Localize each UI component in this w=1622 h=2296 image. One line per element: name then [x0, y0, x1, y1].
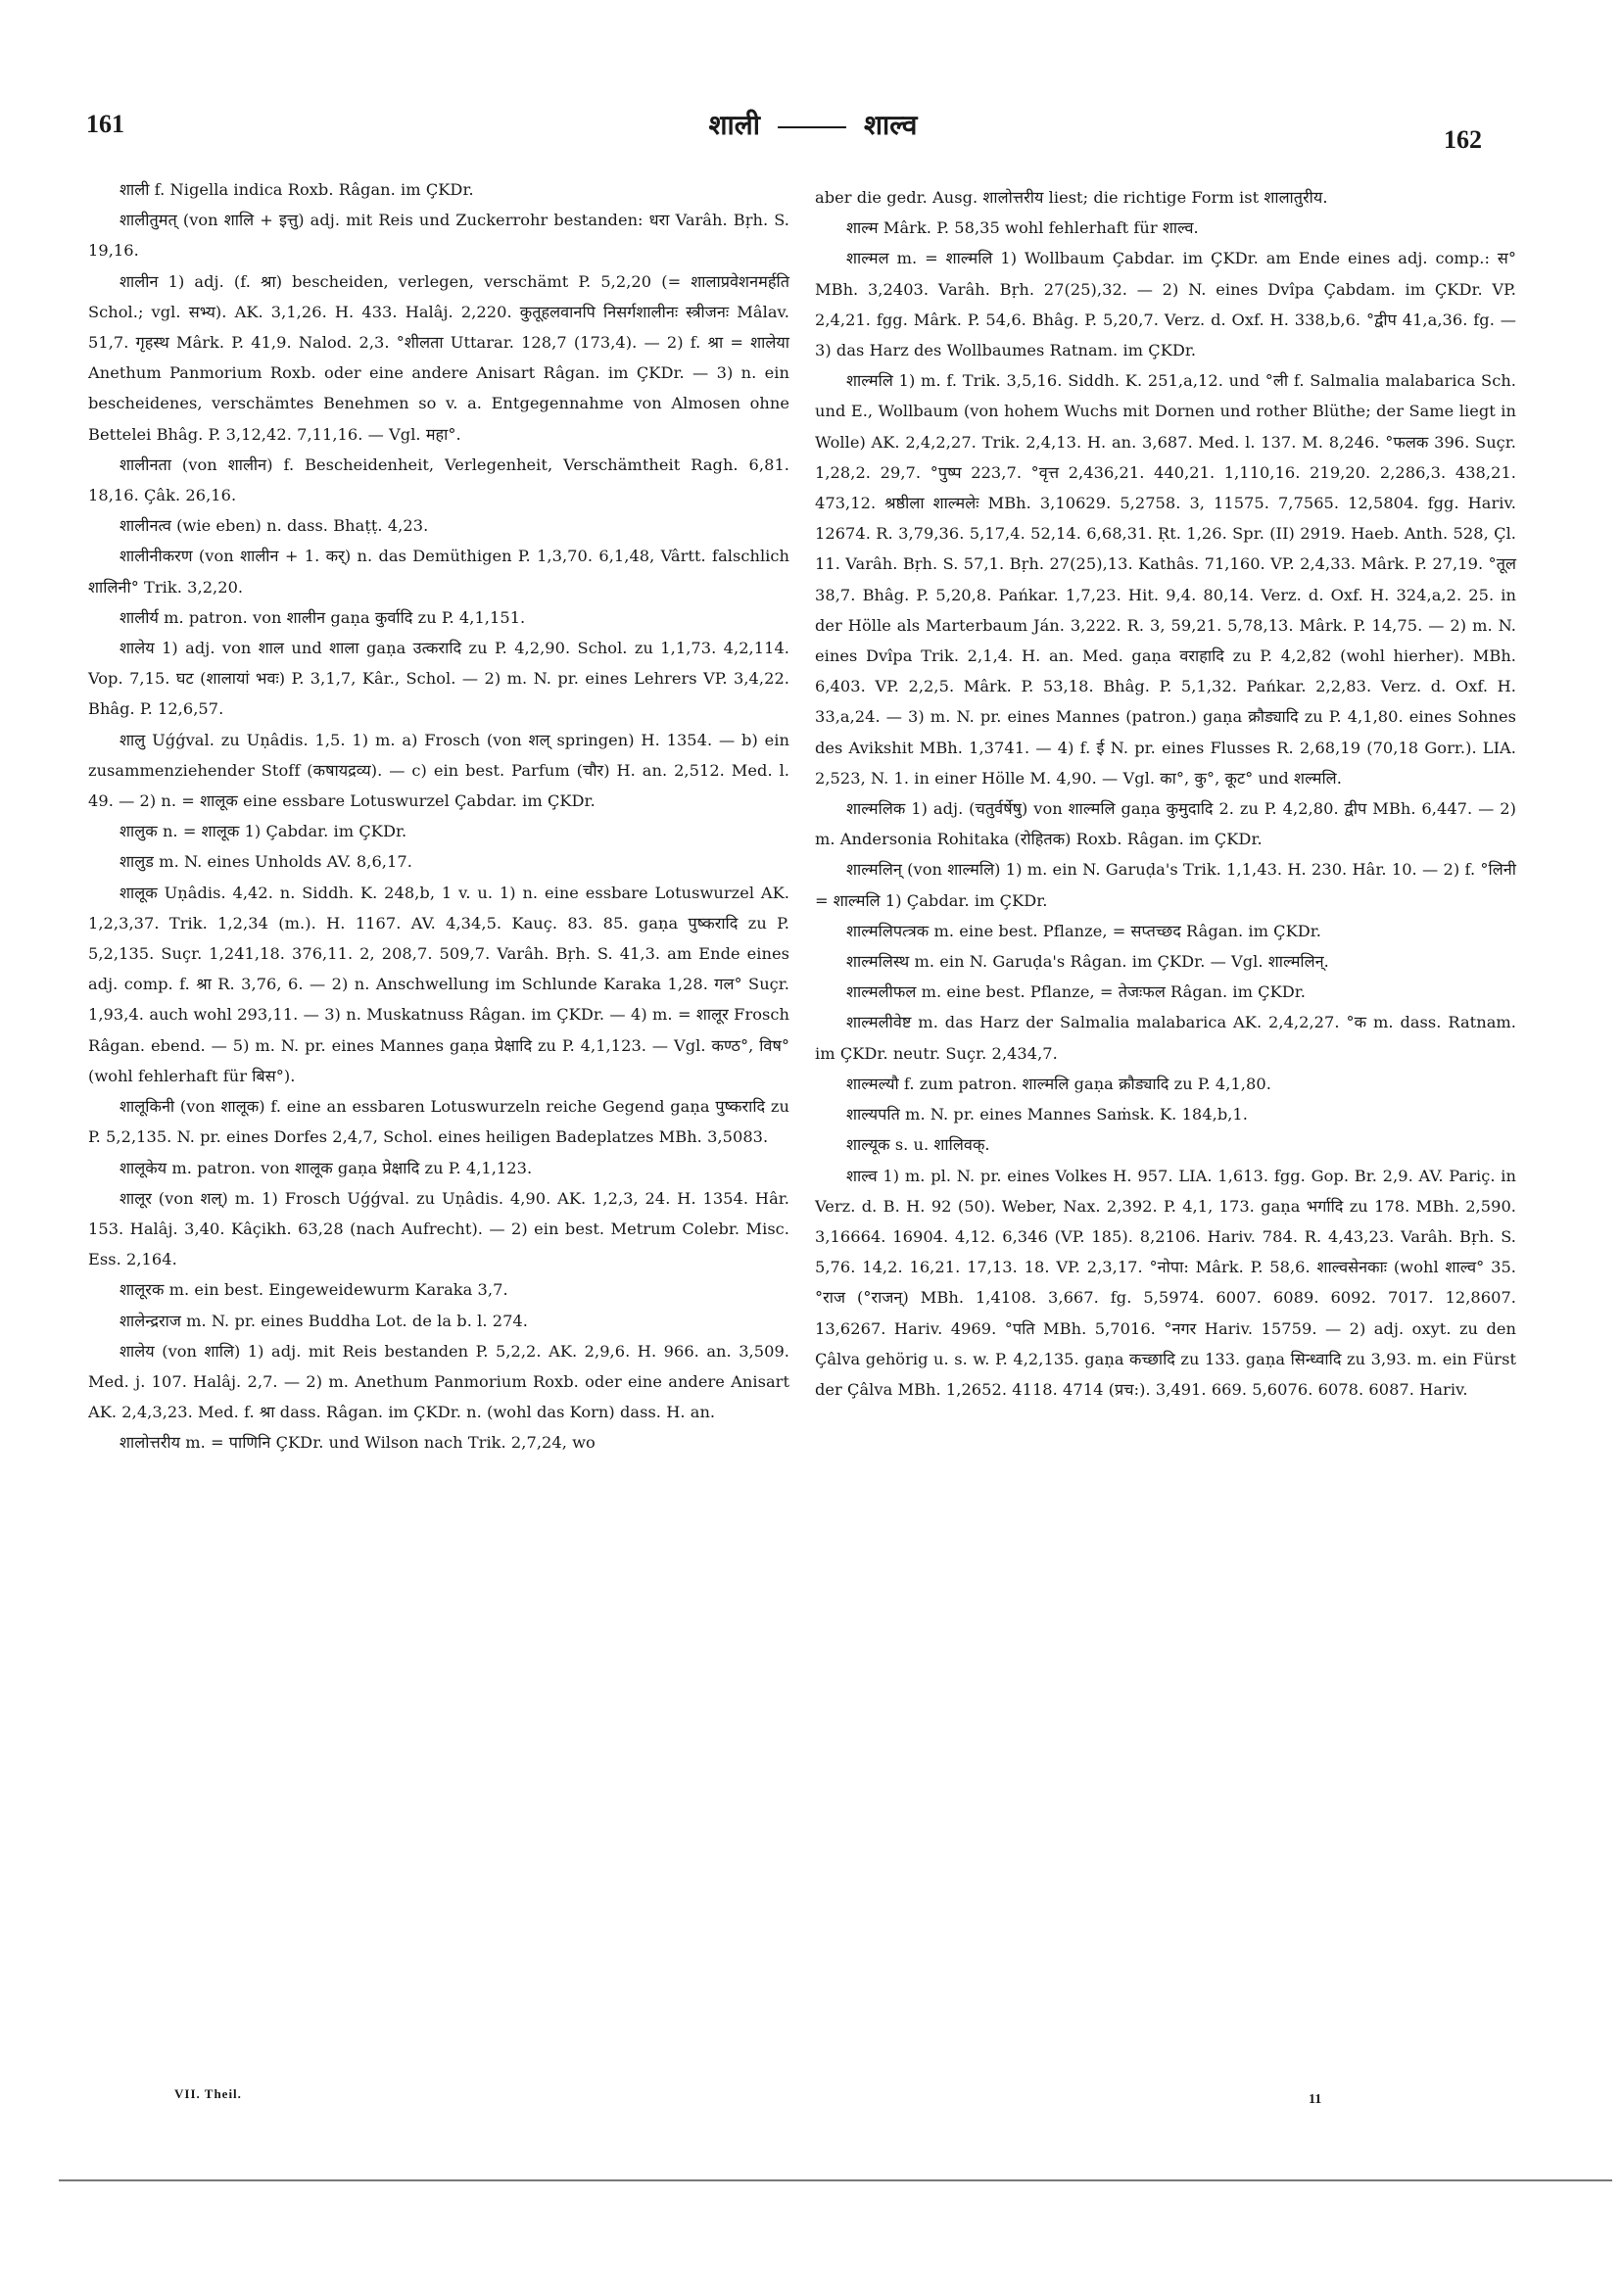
dictionary-entry: शालूक Uṇâdis. 4,42. n. Siddh. K. 248,b, 1 v. u. 1) n. eine essbare Lotuswurzel AK. 1,2,3,37. Trik. 1,2,34 (m.). H. 1167. AV. 4,34,5. Kauç. 83. 85. gaṇa पुष्करादि zu P. 5,2,135. Suçr. 1,241,18. 376,11. 2, 208,7. 509,7. Varâh. Bṛh. S. 41,3. am Ende eines adj. comp. f. श्रा R. 3,76, 6. — 2) n. Anschwellung im Schlunde Karaka 1,28. गल° Suçr. 1,93,4. auch wohl 293,11. — 3) n. Muskatnuss Râgan. im ÇKDr. — 4) m. = शालूर Frosch Râgan. ebend. — 5) m. N. pr. eines Mannes gaṇa प्रेक्षादि zu P. 4,1,123. — Vgl. कण्ठ°, विष° (wohl fehlerhaft für बिस°). — [88, 883, 789, 1085]
dictionary-entry: शालूरक m. ein best. Eingeweidewurm Karaka 3,7. — [119, 1280, 508, 1300]
dictionary-entry: शालीनत्व (wie eben) n. dass. Bhaṭṭ. 4,23. — [119, 516, 429, 536]
scan-bottom-rule — [59, 2179, 1612, 2181]
page-number-right: 162 — [1444, 125, 1482, 154]
dictionary-entry: शाल्व 1) m. pl. N. pr. eines Volkes H. 957. LIA. 1,613. fgg. Gop. Br. 2,9. AV. Pariç. in Verz. d. B. H. 92 (50). Weber, Nax. 2,392. P. 4,1, 173. gaṇa भर्गादि zu 178. MBh. 2,590. 3,16664. 16904. 4,12. 6,346 (VP. 185). 8,2106. Hariv. 784. R. 4,43,23. Varâh. Bṛh. S. 5,76. 14,2. 16,21. 17,13. 18. VP. 2,3,17. °नोपा: Mârk. P. 58,6. शाल्वसेनकाः (wohl शाल्व° 35. °राज (°राजन्) MBh. 1,4108. 3,667. fg. 5,5974. 6007. 6089. 6092. 7017. 12,8607. 13,6267. Hariv. 4969. °पति MBh. 5,7016. °नगर Hariv. 15759. — 2) adj. oxyt. zu den Çâlva gehörig u. s. w. P. 4,2,135. gaṇa कच्छादि zu 133. gaṇa सिन्ध्वादि zu 3,93. m. ein Fürst der Çâlva MBh. 1,2652. 4118. 4714 (प्रच:). 3,491. 669. 5,6076. 6078. 6087. Hariv. — [815, 1166, 1516, 1399]
dictionary-entry-continuation: aber die gedr. Ausg. शालोत्तरीय liest; die richtige Form ist शालातुरीय. — [815, 188, 1328, 207]
left-column — [88, 174, 789, 1459]
signature-mark: VII. Theil. — [174, 2086, 242, 2101]
dictionary-entry: शालीनीकरण (von शालीन + 1. कर्) n. das Demüthigen P. 1,3,70. 6,1,48, Vârtt. falschlich शालिनी° Trik. 3,2,20. — [88, 547, 789, 597]
sheet-number: 11 — [1309, 2092, 1322, 2107]
dictionary-entry: शालीनता (von शालीन) f. Bescheidenheit, Verlegenheit, Verschämtheit Ragh. 6,81. 18,16. Çâk. 26,16. — [88, 454, 789, 505]
dictionary-entry: शालूकेय m. patron. von शालूक gaṇa प्रेक्षादि zu P. 4,1,123. — [119, 1158, 533, 1177]
running-head-dash — [778, 126, 846, 128]
dictionary-entry: शालेय 1) adj. von शाल und शाला gaṇa उत्करादि zu P. 4,2,90. Schol. zu 1,1,73. 4,2,114. Vop. 7,15. घट (शालायां भवः) P. 3,1,7, Kâr., Schol. — 2) m. N. pr. eines Lehrers VP. 3,4,22. Bhâg. P. 12,6,57. — [88, 639, 789, 719]
dictionary-entry: शाली f. Nigella indica Roxb. Râgan. im ÇKDr. — [119, 180, 474, 199]
page-number-left: 161 — [86, 110, 124, 138]
dictionary-entry: शालुक n. = शालूक 1) Çabdar. im ÇKDr. — [119, 822, 407, 841]
dictionary-entry: शालीर्य m. patron. von शालीन gaṇa कुर्वादि zu P. 4,1,151. — [119, 607, 526, 627]
dictionary-entry: शालेन्द्रराज m. N. pr. eines Buddha Lot. de la b. l. 274. — [119, 1311, 528, 1330]
running-head-end: शाल्व — [864, 109, 918, 141]
dictionary-entry: शाल्मलीफल m. eine best. Pflanze, = तेजःफल Râgan. im ÇKDr. — [846, 982, 1306, 1002]
dictionary-entry: शाल्मल m. = शाल्मलि 1) Wollbaum Çabdar. im ÇKDr. am Ende eines adj. comp.: स° MBh. 3,2403. Varâh. Bṛh. 27(25),32. — 2) N. eines Dvîpa Çabdam. im ÇKDr. VP. 2,4,21. fgg. Mârk. P. 54,6. Bhâg. P. 5,20,7. Verz. d. Oxf. H. 338,b,6. °द्वीप 41,a,36. fg. — 3) das Harz des Wollbaumes Ratnam. im ÇKDr. — [815, 249, 1516, 360]
dictionary-entry: शालूर (von शल्) m. 1) Frosch Uǵǵval. zu Uṇâdis. 4,90. AK. 1,2,3, 24. H. 1354. Hâr. 153. Halâj. 3,40. Kâçikh. 63,28 (nach Aufrecht). — 2) ein best. Metrum Colebr. Misc. Ess. 2,164. — [88, 1188, 789, 1269]
running-head-start: शाली — [708, 109, 761, 141]
dictionary-entry: शालीतुमत् (von शालि + इत्तु) adj. mit Reis und Zuckerrohr bestanden: धरा Varâh. Bṛh. S. 19,16. — [88, 211, 789, 261]
dictionary-entry: शालेय (von शालि) 1) adj. mit Reis bestanden P. 5,2,2. AK. 2,9,6. H. 966. an. 3,509. Med. j. 107. Halâj. 2,7. — 2) m. Anethum Panmorium Roxb. oder eine andere Anisart AK. 2,4,3,23. Med. f. श्रा dass. Râgan. im ÇKDr. n. (wohl das Korn) dass. H. an. — [88, 1341, 789, 1422]
dictionary-entry: शालोत्तरीय m. = पाणिनि ÇKDr. und Wilson nach Trik. 2,7,24, wo — [119, 1433, 596, 1453]
dictionary-entry: शाल्मलिक 1) adj. (चतुर्वर्षेषु) von शाल्मलि gaṇa कुमुदादि 2. zu P. 4,2,80. द्वीप MBh. 6,447. — 2) m. Andersonia Rohitaka (रोहितक) Roxb. Râgan. im ÇKDr. — [815, 799, 1516, 849]
dictionary-entry: शाल्म Mârk. P. 58,35 wohl fehlerhaft für शाल्व. — [846, 218, 1199, 238]
dictionary-entry: शालु Uǵǵval. zu Uṇâdis. 1,5. 1) m. a) Frosch (von शल् springen) H. 1354. — b) ein zusammenziehender Stoff (कषायद्रव्य). — c) ein best. Parfum (चौर) H. an. 2,512. Med. l. 49. — 2) n. = शालूक eine essbare Lotuswurzel Çabdar. im ÇKDr. — [88, 730, 789, 811]
dictionary-entry: शाल्यपति m. N. pr. eines Mannes Saṁsk. K. 184,b,1. — [846, 1105, 1248, 1124]
dictionary-entry: शाल्मलि 1) m. f. Trik. 3,5,16. Siddh. K. 251,a,12. und °ली f. Salmalia malabarica Sch. und E., Wollbaum (von hohem Wuchs mit Dornen und rother Blüthe; der Same liegt in Wolle) AK. 2,4,2,27. Trik. 2,4,13. H. an. 3,687. Med. l. 137. M. 8,246. °फलक 396. Suçr. 1,28,2. 29,7. °पुष्प 223,7. °वृत्त 2,436,21. 440,21. 1,110,16. 219,20. 2,286,3. 438,21. 473,12. श्रष्ठीला शाल्मलेः MBh. 3,10629. 5,2758. 3, 11575. 7,7565. 12,5804. fgg. Hariv. 12674. R. 3,79,36. 5,17,4. 52,14. 6,68,31. Ṛt. 1,26. Spr. (II) 2919. Haeb. Anth. 528, Çl. 11. Varâh. Bṛh. S. 57,1. Bṛh. 27(25),13. Kathâs. 71,160. VP. 2,4,33. Mârk. P. 27,19. °तूल 38,7. Bhâg. P. 5,20,8. Pańkar. 1,7,23. Hit. 9,4. 80,14. Verz. d. Oxf. H. 324,a,2. 25. in der Hölle als Marterbaum Ján. 3,222. R. 3, 59,21. 5,78,13. Mârk. P. 14,75. — 2) m. N. eines Dvîpa Trik. 2,1,4. H. an. Med. gaṇa वराहादि zu P. 4,2,82 (wohl hierher). MBh. 6,403. VP. 2,2,5. Mârk. P. 53,18. Bhâg. P. 5,1,32. Pańkar. 2,2,83. Verz. d. Oxf. H. 33,a,24. — 3) m. N. pr. eines Mannes (patron.) gaṇa क्रौड्यादि zu P. 4,1,80. eines Sohnes des Avikshit MBh. 1,3741. — 4) f. ई N. pr. eines Flusses R. 2,68,19 (70,18 Gorr.). LIA. 2,523, N. 1. in einer Hölle M. 4,90. — Vgl. का°, कु°, कूट° und शल्मलि. — [815, 371, 1516, 788]
dictionary-entry: शाल्मलिस्थ m. ein N. Garuḍa's Râgan. im ÇKDr. — Vgl. शाल्मलिन्. — [846, 952, 1329, 972]
dictionary-entry: शाल्मलीवेष्ट m. das Harz der Salmalia malabarica AK. 2,4,2,27. °क m. dass. Ratnam. im ÇKDr. neutr. Suçr. 2,434,7. — [815, 1013, 1516, 1063]
running-head — [588, 106, 1038, 143]
dictionary-entry: शालीन 1) adj. (f. श्रा) bescheiden, verlegen, verschämt P. 5,2,20 (= शालाप्रवेशनमर्हति Schol.; vgl. सभ्य). AK. 3,1,26. H. 433. Halâj. 2,220. कुतूहलवानपि निसर्गशालीनः स्त्रीजनः Mâlav. 51,7. गृहस्थ Mârk. P. 41,9. Nalod. 2,3. °शीलता Uttarar. 128,7 (173,4). — 2) f. श्रा = शालेया Anethum Panmorium Roxb. oder eine andere Anisart Râgan. im ÇKDr. — 3) n. ein bescheidenes, verschämtes Benehmen so v. a. Entgegennahme von Almosen ohne Bettelei Bhâg. P. 3,12,42. 7,11,16. — Vgl. महा°. — [88, 271, 789, 444]
dictionary-entry: शाल्यूक s. u. शालिवक्. — [846, 1135, 990, 1155]
dictionary-entry: शाल्मल्यौ f. zum patron. शाल्मलि gaṇa क्रौड्यादि zu P. 4,1,80. — [846, 1074, 1271, 1093]
dictionary-entry: शालूकिनी (von शालूक) f. eine an essbaren Lotuswurzeln reiche Gegend gaṇa पुष्करादि zu P. 5,2,135. N. pr. eines Dorfes 2,4,7, Schol. eines heiligen Badeplatzes MBh. 3,5083. — [88, 1097, 789, 1147]
dictionary-entry: शाल्मलिपत्त्रक m. eine best. Pflanze, = सप्तच्छद Râgan. im ÇKDr. — [846, 921, 1321, 940]
right-column — [815, 182, 1516, 1405]
dictionary-entry: शालुड m. N. eines Unholds AV. 8,6,17. — [119, 852, 412, 872]
dictionary-entry: शाल्मलिन् (von शाल्मलि) 1) m. ein N. Garuḍa's Trik. 1,1,43. H. 230. Hâr. 10. — 2) f. °लिनी = शाल्मलि 1) Çabdar. im ÇKDr. — [815, 860, 1516, 910]
